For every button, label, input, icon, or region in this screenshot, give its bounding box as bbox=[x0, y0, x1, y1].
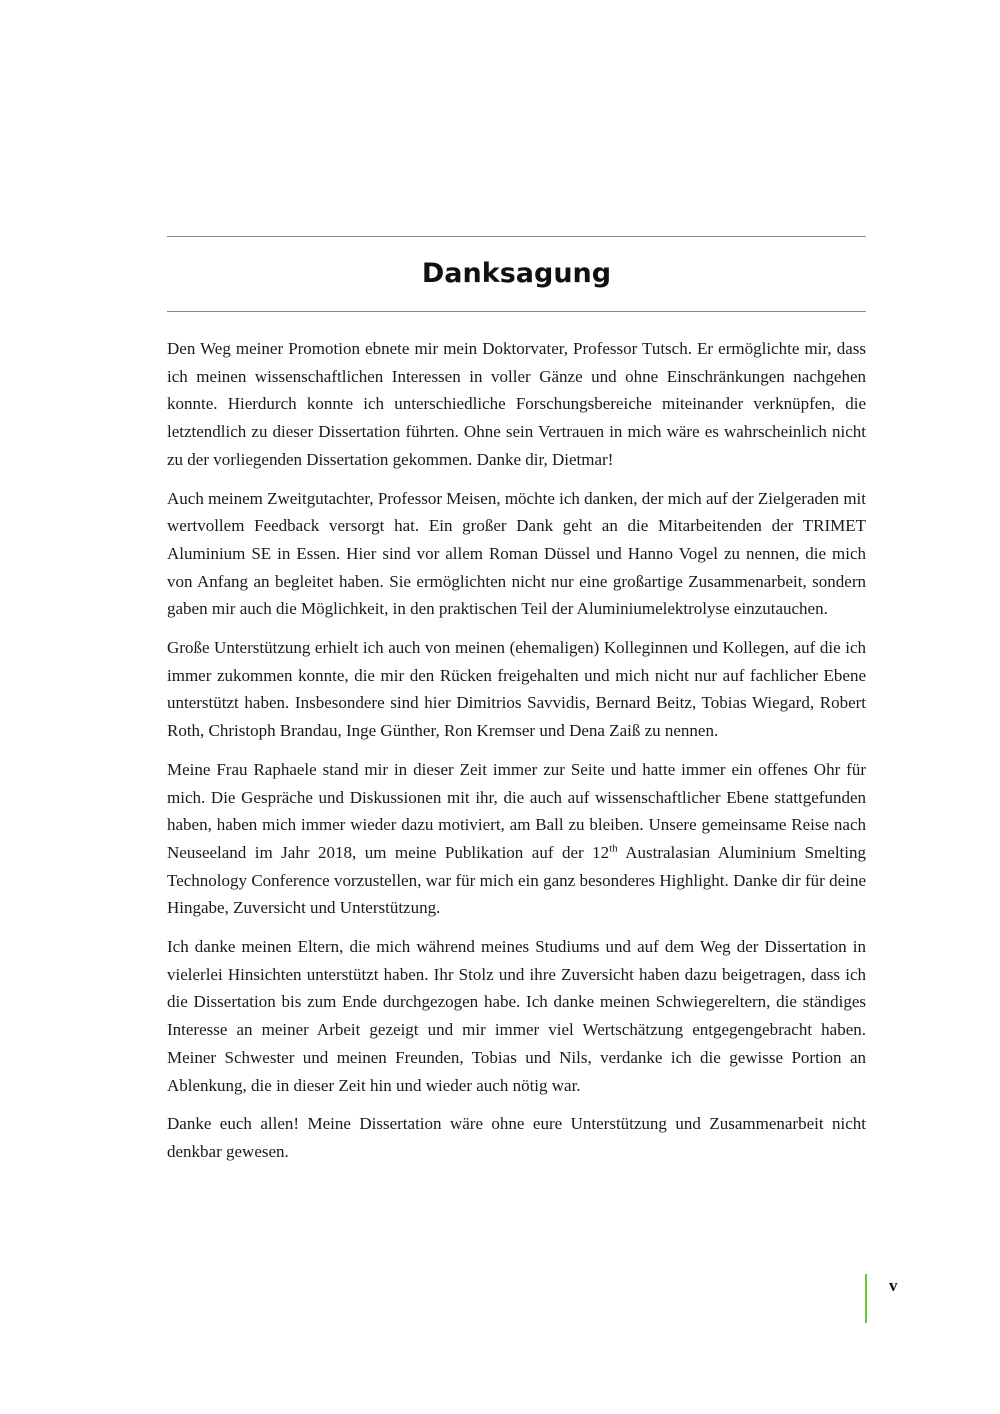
paragraph-schluss: Danke euch allen! Meine Dissertation wäre ohne eure Unterstützung und Zusammenarbeit nicht denkbar gewesen. bbox=[167, 1114, 866, 1161]
paragraph-doktorvater: Den Weg meiner Promotion ebnete mir mein Doktorvater, Professor Tutsch. Er ermöglichte mir, dass ich meinen wissenschaftlichen Interessen in voller Gänze und ohne Einschränkungen nachgehen konnte. Hierdurch konnte ich unterschiedliche Forschungsbereiche miteinander verknüpfen, die letztendlich zu dieser Dissertation führten. Ohne sein Vertrauen in mich wäre es wahrscheinlich nicht zu der vorliegenden Dissertation gekommen. Danke dir, Dietmar! bbox=[167, 339, 866, 469]
acknowledgements-text bbox=[167, 335, 866, 1177]
title-rule-top bbox=[167, 236, 866, 237]
paragraph-eltern: Ich danke meinen Eltern, die mich während meines Studiums und auf dem Weg der Dissertation in vielerlei Hinsichten unterstützt haben. Ihr Stolz und ihre Zuversicht haben dazu beigetragen, dass ich die Dissertation bis zum Ende durchgezogen habe. Ich danke meinen Schwiegereltern, die ständiges Interesse an meiner Arbeit gezeigt und mir immer viel Wertschätzung entgegengebracht haben. Meiner Schwester und meinen Freunden, Tobias und Nils, verdanke ich die gewisse Portion an Ablenkung, die in dieser Zeit hin und wieder auch nötig war. bbox=[167, 937, 866, 1095]
paragraph-frau-part-2: Australasian Aluminium Smelting Technology Conference vorzustellen, war für mich ein ganz besonderes Highlight. Danke dir für deine Hingabe, Zuversicht und Unterstützung. bbox=[167, 842, 866, 918]
paragraph-kollegen: Große Unterstützung erhielt ich auch von meinen (ehemaligen) Kolleginnen und Kollegen, auf die ich immer zukommen konnte, die mir den Rücken freigehalten und mich nicht nur auf fachlicher Ebene unterstützt haben. Insbesondere sind hier Dimitrios Savvidis, Bernard Beitz, Tobias Wiegard, Robert Roth, Christoph Brandau, Inge Günther, Ron Kremser und Dena Zaiß zu nennen. bbox=[167, 638, 866, 741]
paragraph-zweitgutachter: Auch meinem Zweitgutachter, Professor Meisen, möchte ich danken, der mich auf der Zielgeraden mit wertvollem Feedback versorgt hat. Ein großer Dank geht an die Mitarbeitenden der TRIMET Aluminium SE in Essen. Hier sind vor allem Roman Düssel und Hanno Vogel zu nennen, die mich von Anfang an begleitet haben. Sie ermöglichten nicht nur eine großartige Zusammenarbeit, sondern gaben mir auch die Möglichkeit, in den praktischen Teil der Aluminiumelektrolyse einzutauchen. bbox=[167, 488, 866, 619]
paragraph-frau-part-1: Meine Frau Raphaele stand mir in dieser Zeit immer zur Seite und hatte immer ein offenes Ohr für mich. Die Gespräche und Diskussionen mit ihr, die auch auf wissenschaftlicher Ebene stattgefunden haben, haben mich immer wieder dazu motiviert, am Ball zu bleiben. Unsere gemeinsame Reise nach Neuseeland im Jahr 2018, um meine Publikation auf der 12 bbox=[167, 759, 866, 862]
title-rule-bottom bbox=[167, 311, 866, 312]
page-number-accent-bar bbox=[865, 1274, 867, 1323]
paragraph-frau bbox=[167, 756, 866, 922]
page-number: v bbox=[889, 1276, 898, 1295]
page-title: Danksagung bbox=[421, 258, 612, 289]
ordinal-superscript: th bbox=[609, 842, 618, 855]
